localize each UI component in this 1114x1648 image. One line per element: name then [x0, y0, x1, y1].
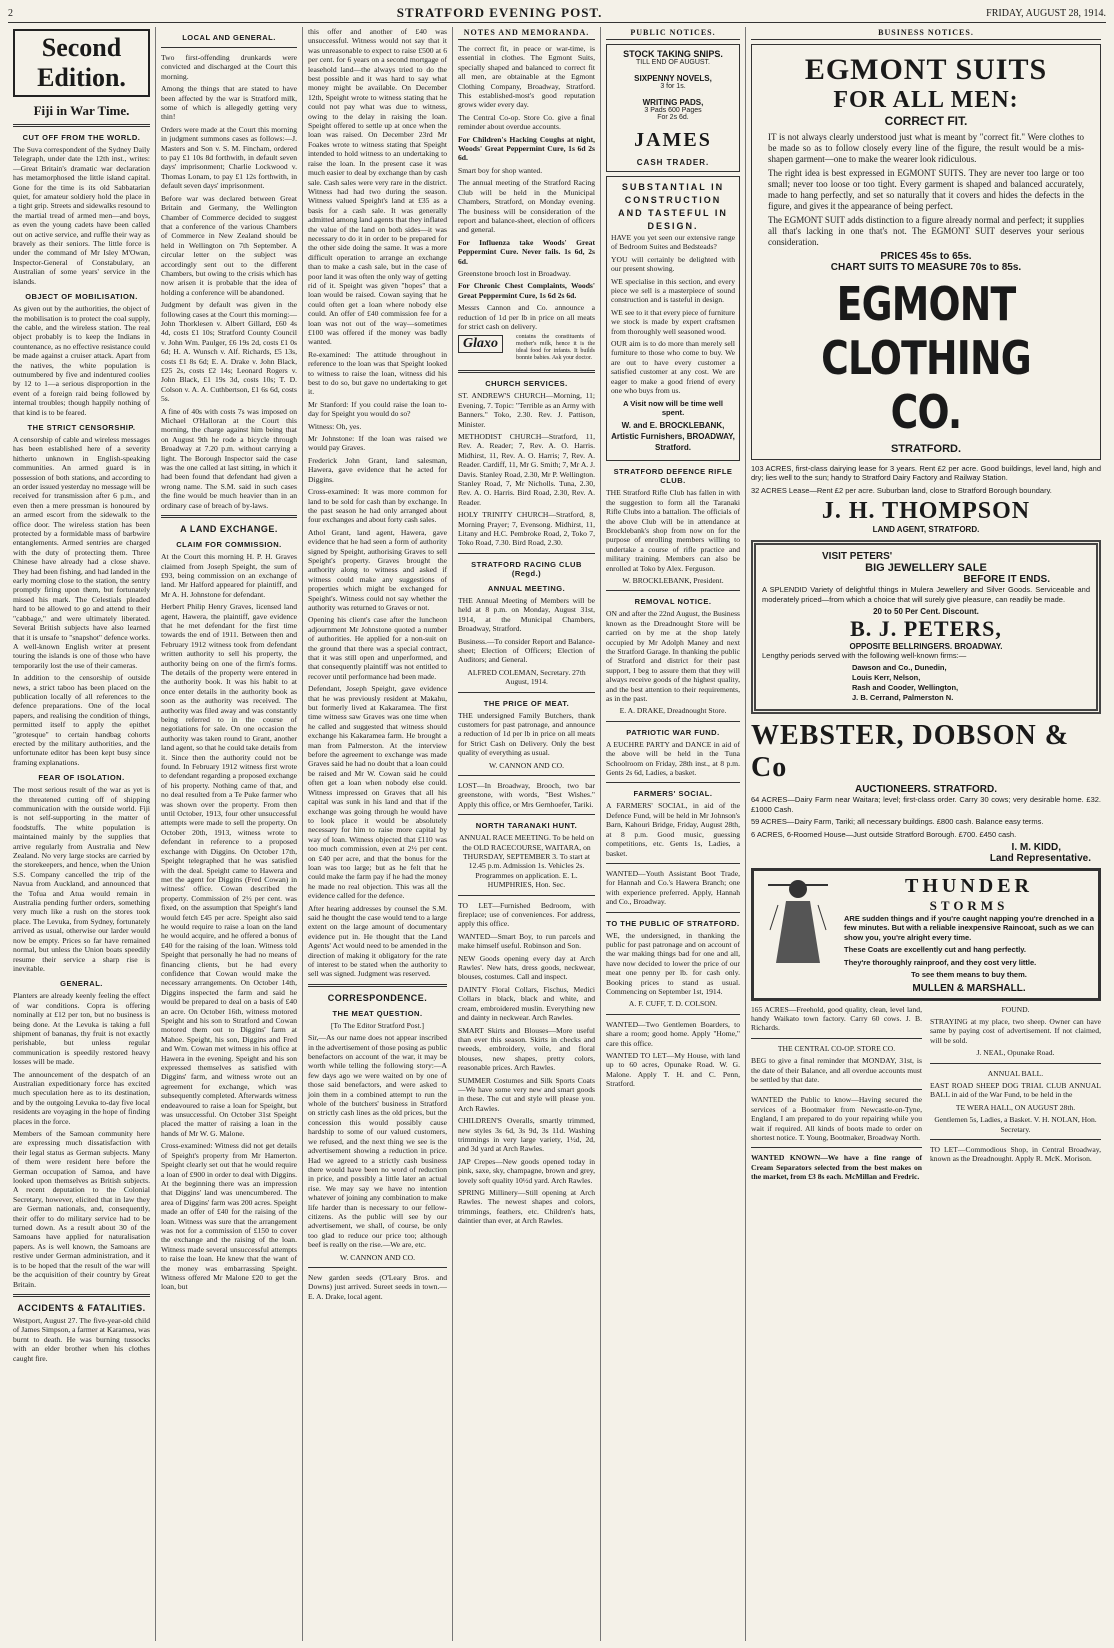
ad-paragraph: OUR aim is to do more than merely sell furniture to those who come to buy. We are out to have every customer a satisfied customer at any cost. We are eager to make a good friend of every one who buys from us.	[611, 339, 735, 396]
bottom-classifieds	[751, 1005, 1101, 1185]
section-heading: CHURCH SERVICES.	[485, 379, 568, 389]
note: Greenstone brooch lost in Broadway.	[458, 268, 571, 278]
article-paragraph: Defendant, Joseph Speight, gave evidence that he was previously resident at Makahu, but formerly lived at Kakaramea. The first time witness saw Graves was one time when he called and suggested that witness should exchange his Kakaramea farm. He brought a man from Palmerston. At the interview before the agreement to exchange was made Graves said he had no doubt that a loan could be raised and Mr W. Cowan said he could often get a loan when nobody else could. Witness impressed on Graves that all his capital was sunk in his land and that if the exchange was going through he would have to look place it would be absolutely necessary for him to raise more capital by way of loan. Witness objected that £110 was too much commission, even at 2½ per cent. on £40 per acre, and that the bonus for the loan was too large; but as he felt that he could make the farm pay if he had the money he made no real objection. This was all the evidence called for the defence.	[308, 684, 447, 901]
classified: CHILDREN'S Overalls, smartly trimmed, new styles 3s 6d, 3s 9d, 3s 11d. Washing trimmings in very large variety, 1½d, 2d, and 3d yard at Arch Rawles.	[458, 1116, 595, 1154]
classified: WANTED TO LET—My House, with land up to 60 acres, Opunake Road. W. G. Malone. Apply T. H. and C. Penn, Stratford.	[606, 1051, 740, 1089]
column-title: BUSINESS NOTICES.	[751, 27, 1101, 40]
section-heading: A LAND EXCHANGE.	[180, 524, 278, 535]
section-heading: TO THE PUBLIC OF STRATFORD.	[606, 918, 740, 928]
section-heading: THE STRICT CENSORSHIP.	[27, 422, 136, 432]
ad-paragraph: They're thoroughly rainproof, and they cost very little.	[844, 957, 1037, 967]
signature: W. CANNON AND CO.	[488, 760, 565, 770]
ad-paragraph: A SPLENDID Variety of delightful things in Mulera Jewellery and Silver Goods. Serviceable and moderately priced—from which a choice that will surely give pleasure, can readily be made.	[762, 585, 1090, 604]
note: For Chronic Chest Complaints, Woods' Great Peppermint Cure, 1s 6d 2s 6d.	[458, 281, 595, 300]
ad-paragraph: WE specialise in this section, and every piece we sell is a masterpiece of sound construction and is tasteful in design.	[611, 276, 735, 305]
ad-paragraph: Lengthy periods served with the following well-known firms:—	[762, 651, 967, 661]
agent-title: LAND AGENT, STRATFORD.	[872, 525, 980, 535]
ad-line: WRITING PADS,	[642, 98, 704, 107]
section-heading: GENERAL.	[60, 979, 103, 989]
ad-line: 20 to 50 Per Cent. Discount.	[873, 607, 979, 617]
note: For Children's Hacking Coughs at night, Woods' Great Peppermint Cure, 1s 6d 2s 6d.	[458, 134, 595, 163]
article-paragraph: [To The Editor Stratford Post.]	[330, 1020, 425, 1030]
article-paragraph: Athol Grant, land agent, Hawera, gave evidence that he had seen a form of authority signed by Speight, authorising Graves to sell Speight's property. Graves brought the authority along to witness and asked if witness could make any suggestions of properties which might be exchanged for Speight's. Witness could not say whether the authority was returned to Graves or not.	[308, 527, 447, 612]
ad-location: STRATFORD.	[890, 443, 962, 455]
article-paragraph: A censorship of cable and wireless messages has been established here of a severity hitherto unknown in English-speaking communities. An armed guard is in possession of both stations, and according to an order issued yesterday no message will be received for transmission after 6 p.m., and even then a mere pressman is honoured by an armed escort from the sidewalk to the office door. The wireless station has been protected by a formidable mass of barbwire entanglements. Armed sentries are charged with the duty of protecting them. Three Chinese have already had a close shave. They had been fishing, and had landed in the early morning close to the station, the sentry promptly firing upon them, but fortunately missed his mark. The Celestials pleaded hard to be allowed to go and attend to their "cabbage," and were ultimately liberated. Several British subjects have also learned that it is unsafe to "snapshot" defence works. A well-known English writer at present touring the islands is one of those who have temporarily lost the use of their cameras.	[13, 434, 150, 670]
land-listing: 6 ACRES, 6-Roomed House—Just outside Stratford Borough. £700. £450 cash.	[751, 829, 1017, 839]
ad-paragraph: HAVE you yet seen our extensive range of Bedroom Suites and Bedsteads?	[611, 233, 735, 252]
ad-line: For 2s 6d.	[657, 114, 689, 121]
page-number: 2	[8, 7, 13, 19]
land-listing: 32 ACRES Lease—Rent £2 per acre. Suburban land, close to Stratford Borough boundary.	[751, 485, 1052, 495]
signature: Gentlemen 5s, Ladies, a Basket. V. H. NOLAN, Hon. Secretary.	[934, 1115, 1097, 1134]
ad-signature: W. and E. BROCKLEBANK, Artistic Furnishers, BROADWAY, Stratford.	[611, 421, 735, 453]
column-court-continued	[303, 27, 453, 1641]
ad-brand: EGMONT CLOTHING CO.	[821, 277, 1031, 439]
column-war-news	[8, 27, 156, 1641]
section-heading: LOCAL AND GENERAL.	[182, 33, 276, 42]
agent-title: Land Representative.	[989, 853, 1091, 865]
glaxo-note: contains the constituents of mother's milk, hence it is the ideal food for infants. It builds bonnie babies. Ask your doctor.	[516, 334, 595, 362]
classified: WANTED KNOWN—We have a fine range of Cream Separators selected from the best makes on the market, from £3 8s each. McMillan and Fredric.	[751, 1153, 922, 1182]
firm-item: Rash and Cooder, Wellington,	[852, 683, 959, 693]
ad-price: PRICES 45s to 65s.	[880, 251, 972, 262]
notice: THE Annual Meeting of Members will be held at 8 p.m. on Monday, August 31st, 1914, at the Municipal Chambers, Broadway, Stratford.	[458, 595, 595, 634]
article-paragraph: Cross-examined: It was more common for land to be sold for cash than by exchange. In the past season he had only arranged about four exchanges and about forty cash sales.	[308, 487, 447, 525]
firm-item: Dawson and Co., Dunedin,	[852, 663, 947, 673]
land-listing: 103 ACRES, first-class dairying lease for 3 years. Rent £2 per acre. Good buildings, level land, high and dry; lies well to the sun; handy to Stratford Dairy Factory and Railway Station.	[751, 464, 1101, 483]
notice: ON and after the 22nd August, the Business known as the Dreadnought Store will be carried on by me at the shop lately occupied by Mr Adolph Maney and next the Stratford Garage. In thanking the public of Stratford and district for their past support, I beg to assure them that they will always receive goods of the highest quality, and the best attention to their requirements, as in the past.	[606, 609, 740, 704]
brocklebank-ad	[606, 176, 740, 461]
notice: Business.—To consider Report and Balance-sheet; Election of Officers; Election of Auditors; and General.	[458, 636, 595, 665]
article-paragraph: Herbert Philip Henry Graves, licensed land agent, Hawera, the plaintiff, gave evidence that he met defendant for the first time towards the end of 1911. Between then and February 1912 witness took from defendant written authority to sell his property, the authority being on one of the firm's forms. The details of the property were entered in the authority book. It was his habit to at once enter details in the authority book as soon as the authority was received. The authority was filed away and was constantly being referred to in the course of negotiations for sale. On one occasion the authority was taken round to Grant, another land agent, so that he could take details from it. Since then the authority could not be found. In February 1912 witness first wrote to defendant regarding a proposed exchange of his property. Nothing came of that, and no deal resulted from a Te Puke farmer who was shown over the property. From then until October, 1913, four other unsuccessful attempts were made to sell the property. On October 20th, 1913, witness wrote to defendant in reference to a proposed exchange with Diggins. On October 17th, Speight telegraphed that he was satisfied with the deal. Speight came to Hawera and met the agent for Diggins (Fred Cowan) in witness' office. Cowan described the property. Commission of 2½ per cent. was fixed, on the assumption that Speight's land would fetch £45 per acre. Speight also said he would require to raise a loan on the land he would acquire, and he offered a bonus of £40 for the raising of the loan. Witness told Speight that personally he had no means of financing clients, but he had every confidence that Cowan would make the necessary arrangements. On October 14th, Diggins inspected the farm and said he would be prepared to deal on a basis of £40 an acre. On October 16th, witness motored Speight and his son to Stratford and Cowan motored them out to Diggins' farm at Mahoe. Speight, his son, Diggins and Fred and Wm. Cowan met witness in his office at Hawera in the evening. Speight and his son expressed themselves as satisfied with Diggins' farm, and witness wrote out an agreement for exchange, which was subsequently completed. Afterwards witness endeavoured to raise a loan for Speight, but was unsuccessful. On October 31st Speight placed the matter of raising a loan in the hands of Mr W. G. Malone.	[161, 602, 298, 1138]
column-business-notices	[746, 27, 1106, 1641]
notice: THE Stratford Rifle Club has fallen in with the suggestion to form all the Taranaki Rifle Clubs into a battalion. The officials of the above Club will be in attendance at Brocklebank's shop from now on for the purpose of enrolling members willing to undertake a course of rifle practice and military training. Members can also be enrolled at Toko by Alex. Ferguson.	[606, 488, 740, 573]
signature: W. CANNON AND CO.	[339, 1252, 416, 1262]
notice: THE undersigned Family Butchers, thank customers for past patronage, and announce a reduction of 1d per lb in price on all meats for Strict Cash on Delivery. Only the best quality of everything as usual.	[458, 710, 595, 758]
james-ad	[606, 44, 740, 172]
ad-line: OPPOSITE BELLRINGERS. BROADWAY.	[849, 642, 1003, 652]
auctioneer-title: AUCTIONEERS. STRATFORD.	[854, 784, 998, 796]
classified: JAP Crepes—New goods opened today in pink, saxe, sky, champagne, brown and grey, lovely soft quality 10½d yard. Arch Rawles.	[458, 1156, 595, 1185]
ad-line: A Visit now will be time well spent.	[622, 398, 723, 417]
glaxo-logo: Glaxo	[458, 335, 503, 353]
classified-heading: ANNUAL BALL.	[987, 1068, 1044, 1078]
classified: TE WERA HALL, ON AUGUST 28th.	[955, 1102, 1076, 1112]
section-heading: CORRESPONDENCE.	[327, 992, 428, 1003]
article-paragraph: Opening his client's case after the luncheon adjournment Mr Johnstone quoted a number of authorities. He applied for a non-suit on the ground that there was a special contract, that it was still open and unperformed, and that consequently plaintiff was not entitled to recover until performance had been made.	[308, 615, 447, 681]
signature: A. F. CUFF, T. D. COLSON.	[628, 999, 718, 1009]
classified: WANTED—Youth Assistant Boot Trade, for Hannah and Co.'s Hawera Branch; one with experience preferred. Apply, Hannah and Co., Broadway.	[606, 868, 740, 907]
notice: LOST—In Broadway, Brooch, two bar greenstone, with words, "Best Wishes." Apply this office, or Mrs Gernhoefer, Tariki.	[458, 780, 595, 809]
egmont-ad	[751, 44, 1101, 460]
section-heading: PATRIOTIC WAR FUND.	[626, 727, 720, 737]
article-paragraph: Cross-examined: Witness did not get details of Speight's property from Mr Hamerton. Speight clearly set out that he would require a loan of £900 in order to deal with Diggins. At the beginning there was an impression that Diggins' land was unencumbered. The area of Diggins' farm was 200 acres. Speight made an offer of £40 for the raising of the loan. Witness was sure that the arrangement was not for a commission of £150 to cover the exchange and the raising of the loan. Witness made several unsuccessful attempts to raise the loan. He knew that the want of the money was embarrassing Speight. Witness offered Mr Malone £20 to get the loan, but	[161, 1141, 297, 1292]
classified: BEG to give a final reminder that MONDAY, 31st, is the date of their Balance, and all overdue accounts must be settled by that date.	[751, 1056, 922, 1084]
masthead	[8, 4, 1106, 23]
classified: NEW Goods opening every day at Arch Rawles'. New hats, dress goods, neckwear, blouses, costumes. Call and inspect.	[458, 953, 595, 982]
article-paragraph: A fine of 40s with costs 7s was imposed on Michael O'Halloran at the Court this morning, the charge against him being that on August 9th he rode a bicycle through Broadway at 7.20 p.m. without carrying a light. The Borough Inspector said the case was the one called at last sitting, in which it had been found that defendant had given a wrong name. The S.M. said in such cases the fine would be much heavier than in an ordinary case of breach of by-laws.	[161, 406, 297, 510]
article-paragraph: Frederick John Grant, land salesman, Hawera, gave evidence that he acted for Diggins.	[308, 455, 447, 484]
ad-line: TILL END OF AUGUST.	[635, 59, 711, 66]
column-title: PUBLIC NOTICES.	[606, 27, 740, 40]
article-paragraph: Re-examined: The attitude throughout in reference to the loan was that Speight looked to witness to raise the loan, witness did his best to do so, but gave no undertaking to get it.	[308, 349, 447, 397]
article-paragraph: Sir,—As our name does not appear inscribed in the advertisement of those posing as public benefactors on account of the war, it may be worth while telling the following story:—A few days ago we were waited on by one of those said benefactors, and were asked to join them in a combined attempt to run the whole of the butchers' business in Stratford on strictly cash lines as the old prices, but the concession this would possibly cause hardship to some of our valued customers, we refused, and the next thing we see is the advertisement showing a reduction in price. Had we agreed to a strictly cash business there would have been no word of reduction in price, and possibly a little later an actual rise. We may say we have no intention whatever of joining any combination to make life harder than is necessary to our fellow-citizens. As the public will see by our advertisement, we shall, of course, be only too glad to reduce our price too; although beef is really on the rise.—We are, etc.	[308, 1033, 447, 1250]
ad-line: VISIT PETERS'	[822, 551, 893, 563]
ad-signature: MULLEN & MARSHALL.	[912, 982, 1026, 994]
article-paragraph: The most serious result of the war as yet is the threatened cutting off of shipping communication with the outside world. Fiji is not self-supporting in the matter of foodstuffs. The white population is maintained mainly by the supplies that arrive regularly from Australia and New Zealand. No very large stocks are carried by the storekeepers, and hence, when the Union S.S. Company cancelled the trip of the Navua from Auckland, and announced that the Tofua and Atua would remain in Australia pending further orders, something very much like a rush on the stores took place. The Levuka, from Sydney, fortunately arrived as usual, otherwise our larder would now be empty. Prices so far have remained normal, but unless the Union boats speedily resume their service a sharp rise is inevitable.	[13, 785, 150, 973]
peters-ad	[751, 540, 1101, 714]
ad-paragraph: YOU will certainly be delighted with our present showing.	[611, 254, 735, 274]
article-paragraph: Judgment by default was given in the following cases at the Court this morning:—John Thorklesen v. Albert Gillard, £60 4s 4d, costs £1 10s; Stratford County Council v. John Wm. Paulger, £6 19s 2d, costs £1 0s 6d; H. A. Wunsch v. Alf. Richards, £5 13s, costs £1 8s 6d; E. A. Drake v. John Black, £25 2s, costs £2 14s; Leonard Rogers v. John Black, £1 19s 3d, costs 10s; T. D. Colson v. A. A. Cuthbertson, £1 6s 6d, costs 5s.	[161, 300, 297, 404]
glaxo-ad	[458, 334, 595, 365]
ad-paragraph: To see them means to buy them.	[911, 970, 1027, 980]
ad-heading: STORMS	[929, 898, 1009, 914]
classified: WANTED—Two Gentlemen Boarders, to share a room; good home. Apply "Home," care this office.	[606, 1019, 740, 1048]
classified: SPRING Millinery—Still opening at Arch Rawles. The newest shapes and colors, trimmings, feathers, etc. Children's hats, daintier than ever, at Arch Rawles.	[458, 1188, 595, 1226]
agent-name: I. M. KIDD,	[1011, 842, 1061, 854]
ad-paragraph: These Coats are excellently cut and hang perfectly.	[844, 945, 1027, 955]
classified: WANTED the Public to know—Having secured the services of a Bootmaker from Newcastle-on-Tyne, England, I am prepared to do your repairing while you wait if required. All kinds of boots made to order on shortest notice. T. Young, Bootmaker, Broadway North.	[751, 1095, 922, 1142]
classified: TO LET—Furnished Bedroom, with fireplace; use of conveniences. For address, apply this office.	[458, 900, 595, 929]
notice: A EUCHRE PARTY and DANCE in aid of the above will be held in the Tuna Schoolroom on Friday, 28th inst., at 8 p.m. Gents 2s 6d, Ladies, a basket.	[606, 739, 740, 778]
ad-heading: EGMONT SUITS	[804, 53, 1048, 86]
section-heading: THE PRICE OF MEAT.	[483, 698, 570, 708]
ad-heading: FOR ALL MEN:	[833, 87, 1019, 113]
section-heading: REMOVAL NOTICE.	[634, 597, 712, 607]
ad-heading: BEFORE IT ENDS.	[963, 574, 1050, 586]
church-notice: HOLY TRINITY CHURCH—Stratford, 8, Morning Prayer; 7, Evensong. Midhirst, 11, Litany and H.C. Pembroke Road, 2, Toko 7, Toko Road, 7.30. Bird Road, 2.30.	[458, 510, 595, 548]
column-title: NOTES AND MEMORANDA.	[458, 27, 595, 40]
section-heading: OBJECT OF MOBILISATION.	[25, 292, 138, 302]
note: Messrs Cannon and Co. announce a reduction of 1d per lb in price on all meats for strict cash on delivery.	[458, 303, 595, 331]
signature: J. NEAL, Opunake Road.	[976, 1048, 1055, 1058]
ad-line: CASH TRADER.	[636, 158, 710, 167]
ad-name: JAMES	[634, 129, 712, 151]
section-heading: STRATFORD DEFENCE RIFLE CLUB.	[613, 467, 733, 486]
ad-heading: SUBSTANTIAL IN CONSTRUCTION AND TASTEFUL IN DESIGN.	[618, 182, 728, 231]
classified: TO LET—Commodious Shop, in Central Broadway, known as the Dreadnought. Apply R. McK. Morison.	[930, 1144, 1101, 1164]
classified: EAST ROAD SHEEP DOG TRIAL CLUB ANNUAL BALL in aid of the War Fund, to be held in the	[930, 1080, 1101, 1100]
classified: SMART Skirts and Blouses—More useful than ever this season. Skirts in checks and tweeds, embroidery, voile, and floral blouses, new shapes, pretty colors, reasonable prices. Arch Rawles.	[458, 1025, 595, 1073]
notice: WE, the undersigned, in thanking the public for past patronage and on account of the war making things bad for one and all, have now decided to lower the price of our meat one penny per lb. for cash only. Booking prices to stand as usual. Commencing on September 1st, 1914.	[606, 930, 740, 996]
section-heading: CLAIM FOR COMMISSION.	[176, 540, 282, 550]
notice: ANNUAL RACE MEETING. To be held on the OLD RACECOURSE, WAITARA, on THURSDAY, SEPTEMBER 3. To start at 12.45 p.m. Admission 1s. Vehicles 2s. Programmes on application. E. L. HUMPHRIES, Hon. Sec.	[458, 833, 595, 890]
land-listing: 59 ACRES—Dairy Farm, Tariki; all necessary buildings. £800 cash. Balance easy terms.	[751, 817, 1044, 827]
column-local-general	[156, 27, 303, 1641]
section-heading: STRATFORD RACING CLUB (Regd.)	[471, 559, 582, 578]
column-notes	[453, 27, 601, 1641]
article-paragraph: At the Court this morning H. P. H. Graves claimed from Joseph Speight, the sum of £93, being commission on an exchange of land. Mr Halford appeared for plaintiff, and Mr A. H. Johnstone for defendant.	[161, 552, 297, 599]
classified-heading: FOUND.	[1001, 1004, 1030, 1014]
section-heading: ANNUAL MEETING.	[487, 583, 566, 593]
column-public-notices	[601, 27, 746, 1641]
ad-paragraph: WE see to it that every piece of furniture we stock is made by expert craftsmen from thoroughly well seasoned wood.	[611, 307, 735, 336]
auctioneer-name: WEBSTER, DOBSON & Co	[751, 720, 1070, 784]
ad-line: 3 for 1s.	[660, 83, 686, 90]
note: The correct fit, in peace or war-time, is essential in clothes. The Egmont Suits, specially shaped and balanced to correct fit all men, are obtainable at the Egmont Clothing Company, Broadway, Stratford. This established-most's good reputation grows wider every day.	[458, 44, 595, 110]
ad-heading: THUNDER	[904, 875, 1033, 898]
classified: 165 ACRES—Freehold, good quality, clean, level land, handy Waikato town factory. Carry 60 cows. J. B. Richards.	[751, 1004, 922, 1033]
classified: SUMMER Costumes and Silk Sports Coats—We have some very new and smart goods in these. The cut and style will please you. Arch Rawles.	[458, 1075, 595, 1113]
section-heading: FEAR OF ISOLATION.	[38, 773, 125, 783]
article-paragraph: Planters are already keenly feeling the effect of war conditions. Copra is offering nominally at £12 per ton, but no business is being done. At the Levuka is taking a full shipment of bananas, thy fruit is not exactly perishable, but unless regular communication is speedily restored heavy losses will be made.	[13, 991, 150, 1067]
issue-date: FRIDAY, AUGUST 28, 1914.	[986, 7, 1106, 19]
ad-heading: BIG JEWELLERY SALE	[865, 562, 987, 575]
section-heading: NORTH TARANAKI HUNT.	[475, 821, 578, 831]
church-notice: ST. ANDREW'S CHURCH—Morning, 11; Evening, 7. Topic: "Terrible as an Army with Banners." Toko, 2.30. Rev. J. Pattison, Minister.	[458, 391, 595, 429]
raincoat-figure-icon	[758, 875, 838, 970]
signature: ALFRED COLEMAN, Secretary. 27th August, 1914.	[467, 667, 586, 687]
note: Smart boy for shop wanted.	[458, 165, 543, 175]
firm-item: Louis Kerr, Nelson,	[852, 673, 921, 683]
ad-subheading: CORRECT FIT.	[884, 114, 968, 128]
signature: W. BROCKLEBANK, President.	[622, 575, 724, 585]
ad-paragraph: The EGMONT SUIT adds distinction to a figure already normal and perfect; it supplies all that's lacking in one that's not. The EGMONT SUIT deserves your serious consideration.	[768, 215, 1084, 247]
article-paragraph: Mr Stanford: If you could raise the loan to-day for Speight you would do so?	[308, 399, 447, 419]
firm-item: J. B. Cerrand, Palmerston N.	[852, 693, 954, 703]
article-paragraph: In addition to the censorship of outside news, a strict taboo has been placed on the publication locally of all references to the defence preparations. One of the local papers, and realising the condition of things, permitted itself to apply the epithet "grotesque" to certain handbag cohorts erected by the military authorities, and the unfortunate editor has been kept busy since framing explanations.	[13, 673, 150, 767]
article-paragraph: Two first-offending drunkards were convicted and discharged at the Court this morning.	[161, 53, 297, 81]
classified: DAINTY Floral Collars, Fischus, Medici Collars in black, black and white, and cream, embroidered muslin. Everything new and dainty in neckwear. Arch Rawles.	[458, 984, 595, 1023]
ad-price: CHART SUITS TO MEASURE 70s to 85s.	[830, 262, 1022, 273]
article-paragraph: Before war was declared between Great Britain and Germany, the Wellington Chamber of Commerce decided to suggest that a conference of the various Chambers of Commerce in New Zealand should be held in Wellington on 7th September. A circular letter on the subject was accordingly sent out to the different Chambers, but owing to the crisis which has now arisen it is probable that the idea of holding a conference will be abandoned.	[161, 193, 297, 297]
ad-paragraph: ARE sudden things and if you're caught napping you're drenched in a few minutes. But with a reliable inexpensive Raincoat, such as we can show you, you're alright every time.	[844, 914, 1094, 942]
section-heading: CUT OFF FROM THE WORLD.	[22, 133, 141, 142]
church-notice: METHODIST CHURCH—Stratford, 11, Rev. A. Reader; 7, Rev. A. O. Harris. Midhirst, 11, Rev. A. O. Harris; 7, Rev. A. Reader. Cardiff, 11, Mr G. Smith; 7, Mr A. J. Davis. Stanley Road, 2.30, Mr P. Wellington. Stanley Road, 7, Mr Nicholls. Tuna, 2.30, Rev. A. O. Harris. Bird Road, 2.30, Rev. A. Reader.	[458, 432, 595, 507]
thunder-ad	[751, 868, 1101, 1000]
article-paragraph: Mr Johnstone: If the loan was raised we would pay Graves.	[308, 434, 447, 453]
article-paragraph: The Suva correspondent of the Sydney Daily Telegraph, under date the 12th inst., writes:—Great Britain's dramatic war declaration has metamorphosed the little island capital. Gone for the time is its old Sabbatarian quiet, for amateur soldiery hold the place in a tight grip. Streets and sidewalks resound to the martial tread of armed men—and boys, as even the young cadets have been called out on active service, and ruffle their way as bravely as their seniors. The little force is under the command of Mr Isley M'Owan, Inspector-General of Constabulary, an Australian of some years' service in the islands.	[13, 145, 150, 286]
ad-line: 3 Pads 600 Pages	[644, 107, 702, 114]
signature: E. A. DRAKE, Dreadnought Store.	[619, 706, 727, 716]
classified: WANTED—Smart Boy, to run parcels and make himself useful. Robinson and Son.	[458, 931, 595, 951]
notice: A FARMERS' SOCIAL, in aid of the Defence Fund, will be held in Mr Johnson's Barn, Kahouri Bridge, Friday, August 28th, at 8 p.m. Good music, guessing competitions, etc. Gents 1s, Ladies, a basket.	[606, 801, 740, 858]
ad-heading: STOCK TAKING SNIPS.	[623, 49, 723, 59]
ad-line: SIXPENNY NOVELS,	[634, 74, 712, 83]
article-paragraph: Witness: Oh, yes.	[308, 421, 362, 431]
second-edition-heading: Second Edition.	[13, 29, 150, 97]
paper-title: STRATFORD EVENING POST.	[396, 5, 603, 20]
ad-paragraph: The right idea is best expressed in EGMONT SUITS. They are never too large or too small; never too loose or too tight. Every garment is shaped and balanced accurately, made to hang perfectly, and set so naturally that it covers and hides the defects in the figure, and gives it the appearance of being perfect.	[768, 168, 1084, 211]
section-heading: ACCIDENTS & FATALITIES.	[17, 1302, 146, 1313]
classified-heading: THE CENTRAL CO-OP. STORE CO.	[777, 1043, 896, 1053]
ad-name: B. J. PETERS,	[850, 616, 1002, 642]
ad-paragraph: IT is not always clearly understood just what is meant by "correct fit." Were clothes to be made so as to follow closely every line of the figure, the result would be a mis-shapen garment—one to make the wearer look ridiculous.	[768, 132, 1084, 164]
land-listing: 64 ACRES—Dairy Farm near Waitara; level; first-class order. Carry 30 cows; very desirable home. £32. £1000 Cash.	[751, 795, 1101, 814]
note: The Central Co-op. Store Co. give a final reminder about overdue accounts.	[458, 112, 595, 132]
article-paragraph: After hearing addresses by counsel the S.M. said he thought the case would tend to a large extent on the large amount of documentary evidence put in. He thought that the Land Agents' Act would need to be amended in the direction of making it obligatory for the rate of interest to be stated when the authority to sell was signed. Judgment was reserved.	[308, 903, 447, 979]
article-paragraph: As given out by the authorities, the object of the mobilisation is to protect the coal supply, the cable, and the wireless station. The real object probably is to keep the Indians in countenance, as no effective resistance could be made against a cruiser attack. Apart from the natives, the white population is outnumbered by five and indentured coolies by 12 to 1—a serious disproportion in the event of a foreign raid being followed by internal troubles; though happily nothing of that kind is to be feared.	[13, 304, 150, 417]
note: The annual meeting of the Stratford Racing Club will be held in the Municipal Chambers, Stratford, on Monday evening. The business will be consideration of the report and balance-sheet, election of officers and general.	[458, 178, 595, 235]
article-paragraph: Members of the Samoan community here are expressing much dissatisfaction with their legal status as German subjects. Many of them were resident here before the German occupation of Samoa, and have looked upon themselves as British subjects. A recent deputation to the Colonial Secretary, however, elicited that in law they are German nationals, and, consequently, their offer to do military service had to be turned down. As a result about 30 of the Samoans have applied for naturalisation papers. As is well known, the Samoans are restive under German administration, and it is to be hoped that the result of the war will be the acquisition of their country by Great Britain.	[13, 1129, 150, 1289]
fiji-heading: Fiji in War Time.	[33, 103, 130, 118]
article-paragraph: New garden seeds (O'Leary Bros. and Downs) just arrived. Sureet seeds in town.—E. A. Drake, local agent.	[308, 1272, 447, 1301]
article-paragraph: Westport, August 27. The five-year-old child of James Simpson, a farmer at Karamea, was burnt to death. He was burning tussocks with an elder brother when his clothes caught fire.	[13, 1315, 150, 1363]
classified: STRAYING at my place, two sheep. Owner can have same by paying cost of advertisement. If not claimed, will be sold.	[930, 1016, 1101, 1045]
article-paragraph: Orders were made at the Court this morning in judgment summons cases as follows:—J. Masters and Son v. S. M. Fincham, ordered to pay £1 10s 8d forthwith, in default seven days' imprisonment; Charlie Lockwood v. Thomas Lonam, to pay £1 12s forthwith, in default seven days' imprisonment.	[161, 124, 297, 191]
article-paragraph: Among the things that are stated to have been affected by the war is Stratford milk, some of which is allegedly getting very thin!	[161, 84, 297, 122]
article-paragraph: this offer and another of £40 was unsuccessful. Witness would not say that it was unreasonable to expect to raise £500 at 6 per cent. for 6 years on a second mortgage of leasehold land—the always tried to do the best possible and it was hard to say what money might be available. On December 12th, Speight wrote to witness stating that he could not pay what was due to witness, owing to the delay in raising the loan. Speight offered to settle up at once when the loan was raised. On December 23rd Mr Foakes wrote to witness stating that Speight intended to hold witness to an undertaking to raise the loan. In the present case it was much easier to deal by exchange than by cash sale. Cash sales were very rare in the district. Witness had had two during the season. Witness valued Speight's land at £35 as a basis for a cash sale. It was generally admitted among land agents that they inflated the value of the land on both sides—it was necessary to do it in order to be prepared for the other side doing the same. It was a more difficult operation to arrange an exchange than to make a cash sale, but in the case of poor land it was often the only way of getting rid of it. Speight was given "hopes" that a loan would be raised. Cowan saying that he could often get a loan where nobody else could. An offer of £40 commission fee for a loan was not out of the way—sometimes £100 was offered if the money was badly wanted.	[308, 27, 447, 347]
article-paragraph: The announcement of the despatch of an Australian expeditionary force has excited much speculation here as to its destination, and by the outgoing Levuka to-day five local residents are voyaging in the hope of finding places in the force.	[13, 1069, 150, 1126]
note: For Influenza take Woods' Great Peppermint Cure. Never fails. 1s 6d, 2s 6d.	[458, 237, 595, 266]
section-heading: FARMERS' SOCIAL.	[633, 789, 713, 799]
section-heading: THE MEAT QUESTION.	[332, 1008, 423, 1018]
agent-name: J. H. THOMPSON	[821, 498, 1031, 525]
